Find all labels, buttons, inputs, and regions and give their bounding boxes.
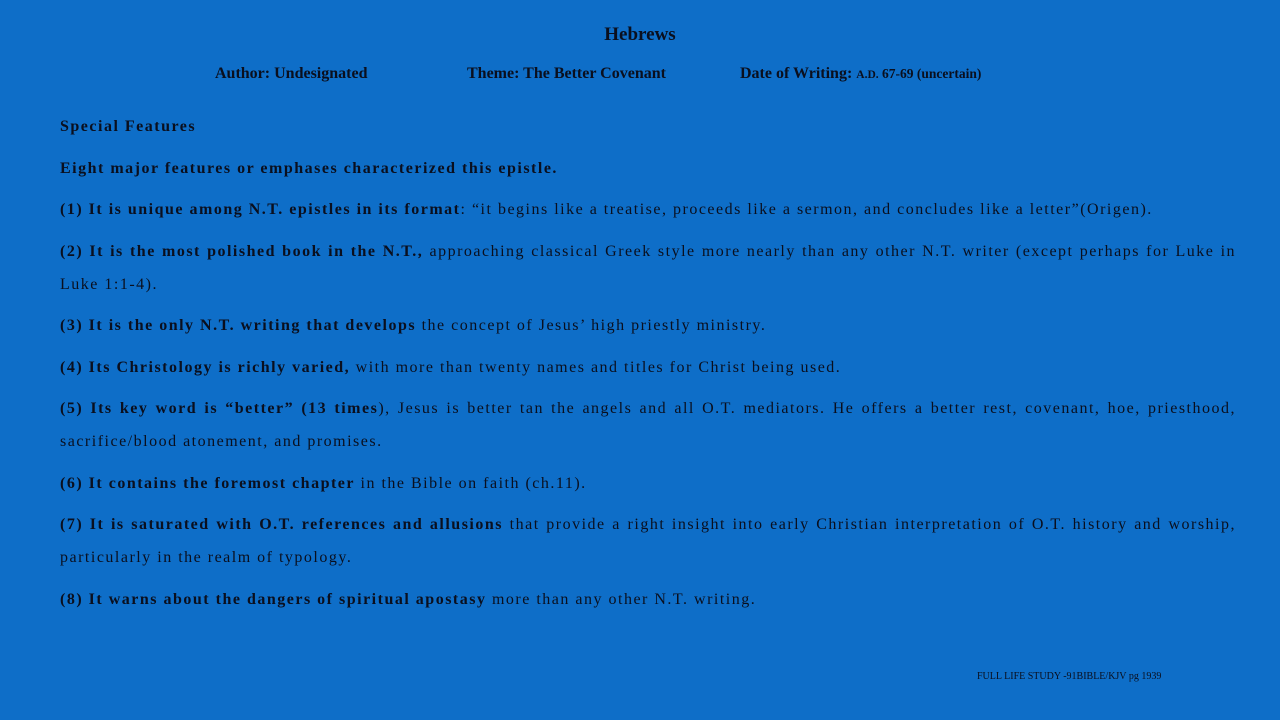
feature-lead: (8) It warns about the dangers of spiritual apostasy (60, 590, 487, 608)
feature-item (60, 508, 1236, 574)
feature-text: approaching classical Greek style more nearly than any other N.T. writer (except perhaps for Luke in Luke 1:1-4). (60, 242, 1237, 293)
page-title: Hebrews (604, 24, 676, 45)
feature-text: more than any other N.T. writing. (486, 590, 757, 608)
feature-lead: (1) It is unique among N.T. epistles in its format (60, 201, 461, 218)
feature-lead: (5) Its key word is “better” (13 times (60, 400, 379, 417)
date-prefix: Date of Writing: (740, 65, 857, 82)
feature-item (60, 583, 1236, 616)
feature-item (60, 392, 1236, 458)
special-features-section (60, 110, 1236, 624)
date-label (740, 65, 981, 83)
feature-item (60, 235, 1236, 301)
source-citation: FULL LIFE STUDY -91BIBLE/KJV pg 1939 (977, 671, 1162, 682)
feature-text: with more than twenty names and titles for Christ being used. (350, 358, 842, 376)
feature-text: that provide a right insight into early Christian interpretation of O.T. history and worship, particularly in the realm of typology. (60, 516, 1237, 566)
feature-lead: (3) It is the only N.T. writing that develops (60, 317, 417, 334)
feature-text: ), Jesus is better tan the angels and all O.T. mediators. He offers a better rest, covenant, hoe, priesthood, sacrifice/blood atonement, and promises. (60, 400, 1237, 450)
feature-text: the concept of Jesus’ high priestly ministry. (416, 317, 767, 334)
feature-lead: (7) It is saturated with O.T. references and allusions (60, 516, 504, 533)
feature-item (60, 351, 1236, 384)
theme-label: Theme: The Better Covenant (467, 65, 666, 82)
date-era: A.D. (856, 69, 879, 81)
section-heading: Special Features (60, 118, 197, 135)
date-years: 67-69 (uncertain) (878, 66, 982, 81)
feature-lead: (6) It contains the foremost chapter (60, 474, 355, 492)
feature-item (60, 309, 1236, 342)
author-label: Author: Undesignated (215, 65, 368, 82)
feature-item (60, 193, 1236, 226)
feature-text: : “it begins like a treatise, proceeds like a sermon, and concludes like a letter”(Origen). (460, 201, 1153, 218)
feature-lead: (2) It is the most polished book in the N.T., (60, 242, 424, 260)
feature-lead: (4) Its Christology is richly varied, (60, 358, 351, 376)
feature-text: in the Bible on faith (ch.11). (355, 474, 587, 492)
feature-item (60, 467, 1236, 500)
section-intro: Eight major features or emphases characterized this epistle. (60, 159, 558, 177)
